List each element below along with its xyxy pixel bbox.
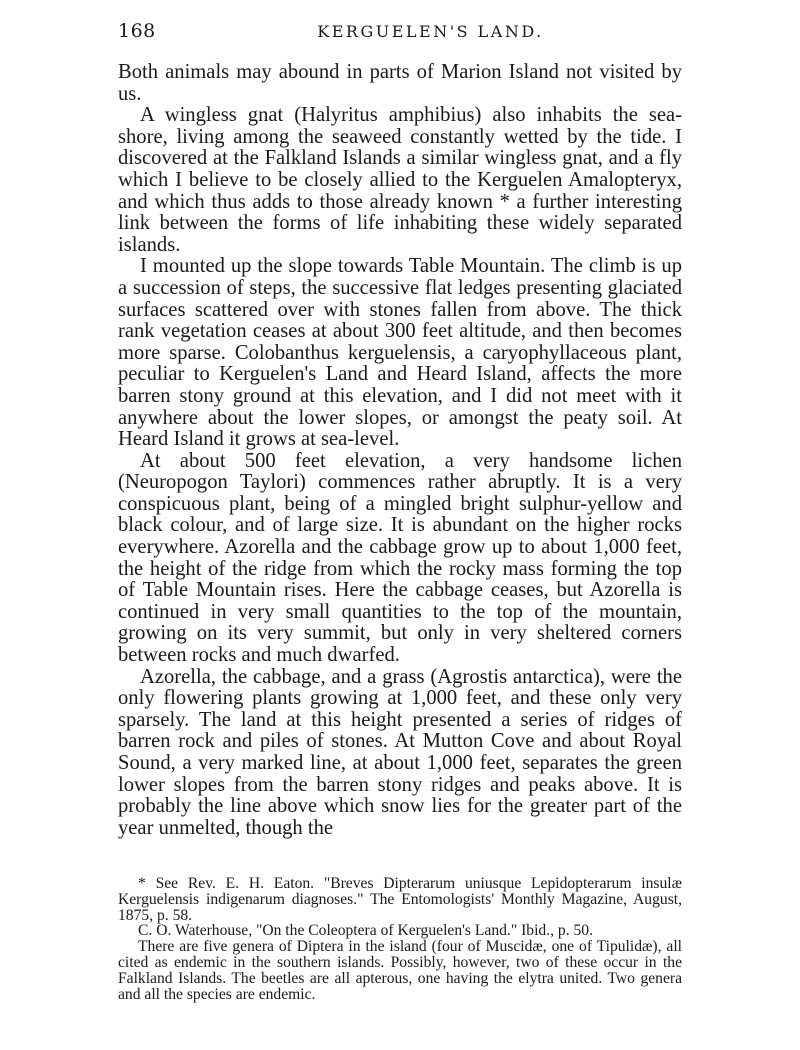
paragraph: I mounted up the slope towards Table Mountain. The climb is up a succession of steps, the successive flat ledges presenting glaciated surfaces scattered over with stones fallen from above. The thick rank vegetation ceases at about 300 feet altitude, and then becomes more sparse. Colobanthus kerguelensis, a caryophyllaceous plant, peculiar to Kerguelen's Land and Heard Island, affects the more barren stony ground at this elevation, and I did not meet with it anywhere about the lower slopes, or amongst the peaty soil. At Heard Island it grows at sea-level.	[118, 255, 682, 451]
paragraph: Both animals may abound in parts of Marion Island not visited by us.	[118, 61, 682, 105]
paragraph: A wingless gnat (Halyritus amphibius) also inhabits the sea-shore, living among the seaweed constantly wetted by the tide. I discovered at the Falkland Islands a similar wingless gnat, and a fly which I believe to be closely allied to the Kerguelen Amalopteryx, and which thus adds to those already known * a further interesting link between the forms of life inhabiting these widely separated islands.	[118, 104, 682, 256]
page-number: 168	[118, 20, 156, 42]
page-header	[118, 20, 688, 46]
paragraph: At about 500 feet elevation, a very handsome lichen (Neuropogon Taylori) commences rather abruptly. It is a very conspicuous plant, being of a mingled bright sulphur-yellow and black colour, and of large size. It is abundant on the higher rocks everywhere. Azorella and the cabbage grow up to about 1,000 feet, the height of the ridge from which the rocky mass forming the top of Table Mountain rises. Here the cabbage ceases, but Azorella is continued in very small quantities to the top of the mountain, growing on its very summit, but only in very sheltered corners between rocks and much dwarfed.	[118, 449, 682, 667]
footnote: * See Rev. E. H. Eaton. "Breves Dipterarum uniusque Lepidopterarum insulæ Kerguelensis indigenarum diagnoses." The Entomologists' Monthly Magazine, August, 1875, p. 58.	[118, 875, 682, 924]
paragraph: Azorella, the cabbage, and a grass (Agrostis antarctica), were the only flowering plants growing at 1,000 feet, and these only very sparsely. The land at this height presented a series of ridges of barren rock and piles of stones. At Mutton Cove and about Royal Sound, a very marked line, at about 1,000 feet, separates the green lower slopes from the barren stony ridges and peaks above. It is probably the line above which snow lies for the greater part of the year unmelted, though the	[118, 665, 682, 839]
body-text	[118, 62, 682, 839]
footnote: There are five genera of Diptera in the island (four of Muscidæ, one of Tipulidæ), all cited as endemic in the southern islands. Possibly, however, two of these occur in the Falkland Islands. The beetles are all apterous, one having the elytra united. Two genera and all the species are endemic.	[118, 938, 682, 1003]
footnotes	[118, 876, 682, 1002]
running-title: KERGUELEN'S LAND.	[317, 22, 544, 41]
footnote: C. O. Waterhouse, "On the Coleoptera of Kerguelen's Land." Ibid., p. 50.	[138, 922, 593, 940]
